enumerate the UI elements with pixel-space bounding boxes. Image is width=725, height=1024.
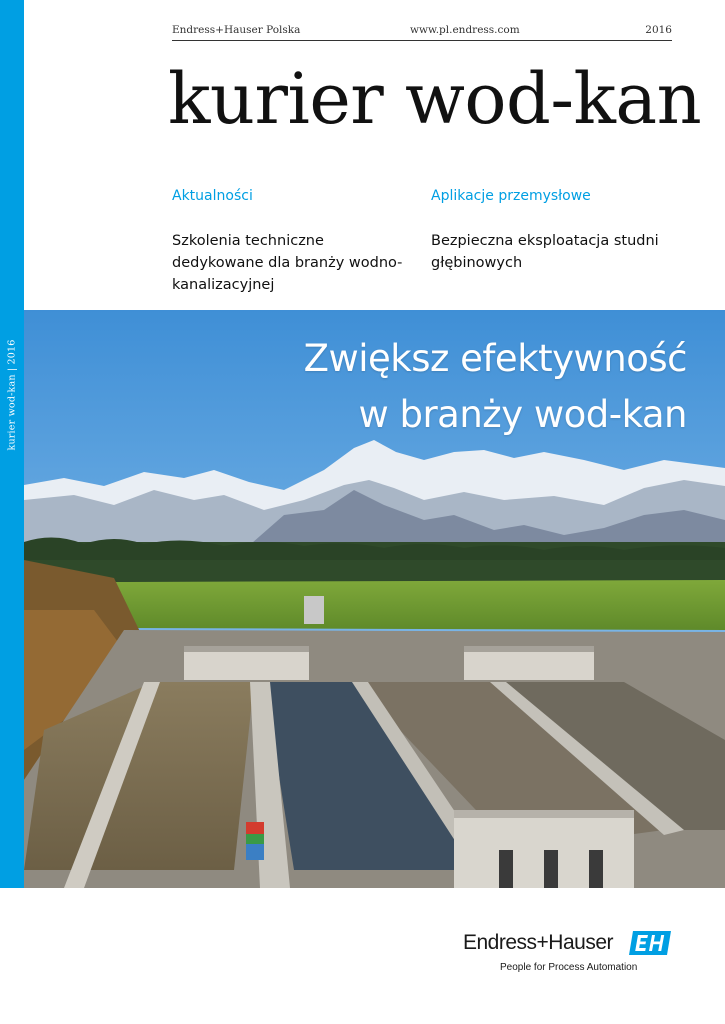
cover-headline-line-1: Zwiększ efektywność [303, 337, 687, 380]
endress-hauser-logo [463, 931, 675, 981]
spine-label: kurier wod-kan | 2016 [6, 339, 18, 451]
issue-year: 2016 [645, 24, 672, 36]
teaser-applications[interactable] [431, 186, 671, 274]
logo-wordmark: Endress+Hauser [463, 931, 613, 954]
teaser-text: Szkolenia techniczne dedykowane dla branży wodno-kanalizacyjnej [172, 233, 403, 293]
eh-logo-icon [629, 931, 671, 955]
masthead-header [172, 24, 672, 40]
cover-headline-line-2: w branży wod-kan [358, 393, 687, 436]
teaser-section-label: Aktualności [172, 188, 253, 204]
magazine-title: kurier wod-kan [168, 58, 702, 140]
teaser-text: Bezpieczna eksploatacja studni głębinowych [431, 233, 659, 271]
header-divider [172, 40, 672, 41]
logo-tagline: People for Process Automation [500, 962, 638, 973]
teaser-section-label: Aplikacje przemysłowe [431, 188, 591, 204]
website-link[interactable]: www.pl.endress.com [410, 24, 520, 36]
teaser-news[interactable] [172, 186, 412, 296]
company-name: Endress+Hauser Polska [172, 24, 301, 36]
